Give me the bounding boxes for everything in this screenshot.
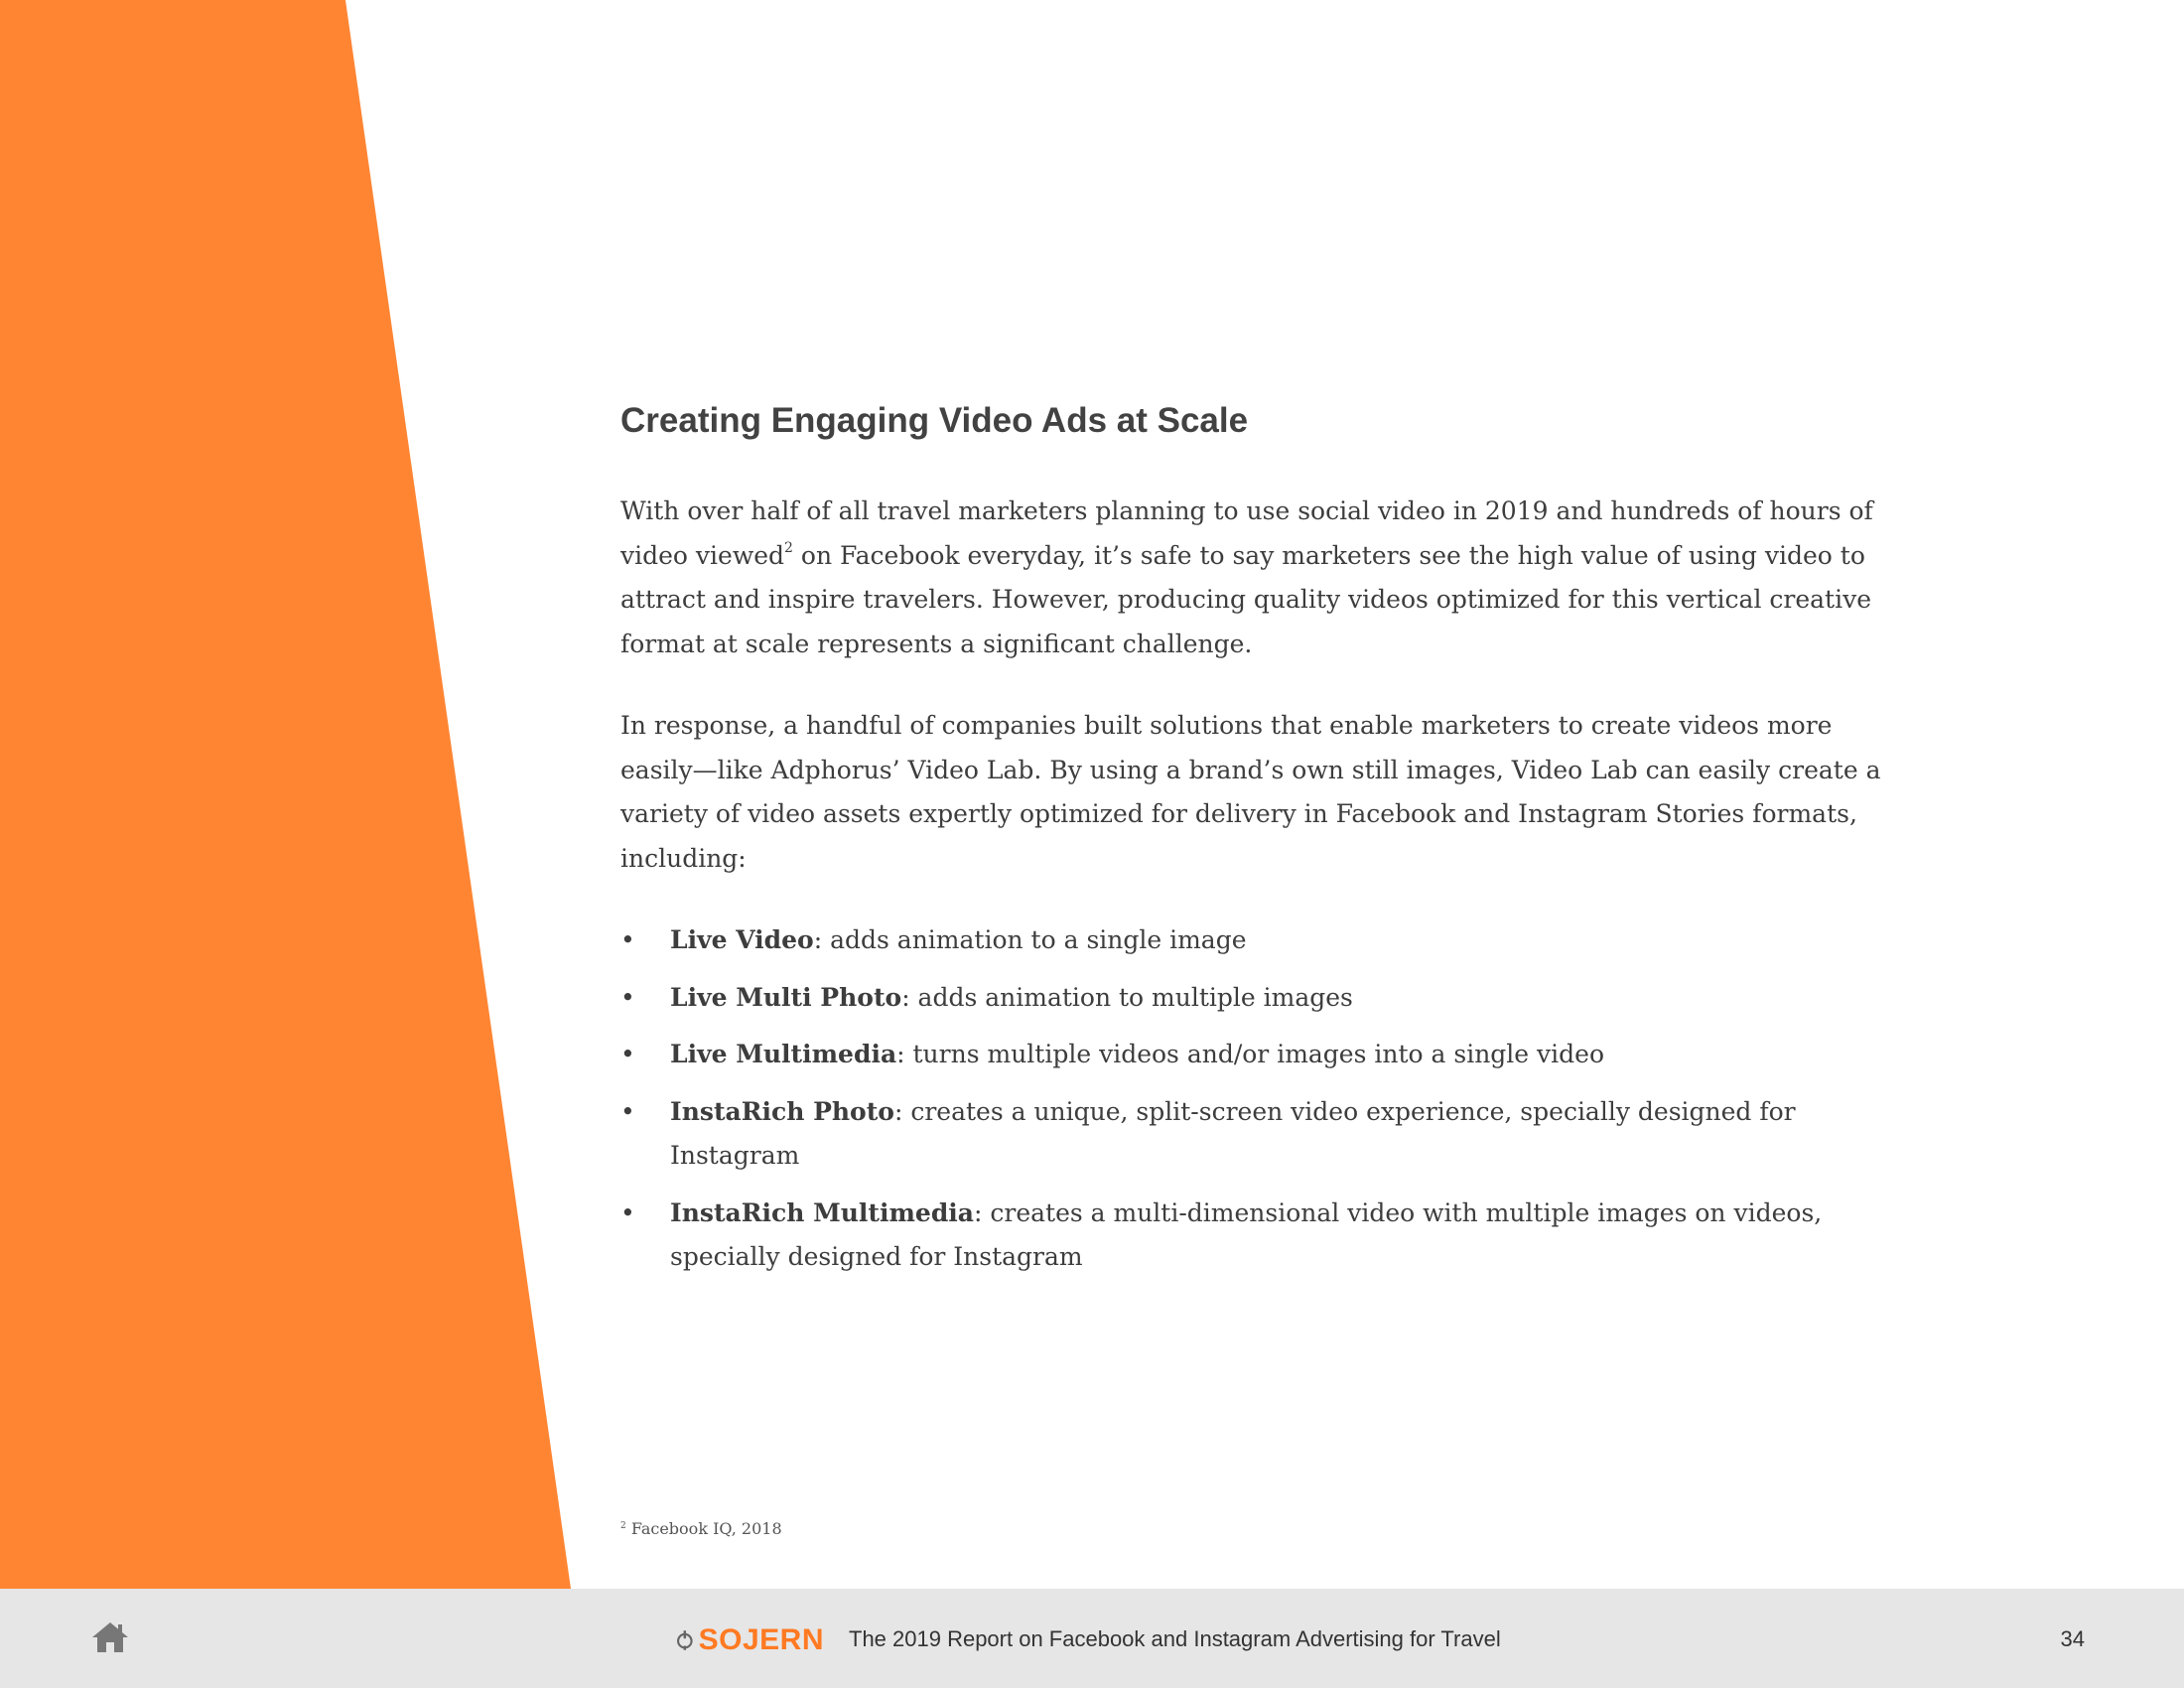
list-item (620, 1033, 1911, 1077)
footnote-reference: 2 (784, 539, 793, 556)
footnote (620, 1519, 782, 1538)
bullet-dot: • (620, 925, 635, 954)
bullet-dot: • (620, 1096, 635, 1126)
page-footer (0, 1589, 2184, 1688)
list-item (620, 976, 1911, 1021)
intro-text-part2: on Facebook everyday, it’s safe to say marketers see the high value of using video to attract and inspire travelers. However, producing quality videos optimized for this vertical creative format at scale represents a significant challenge. (620, 540, 1871, 658)
list-item (620, 1090, 1911, 1179)
bullet-dot: • (620, 982, 635, 1012)
footnote-text: Facebook IQ, 2018 (625, 1519, 782, 1538)
report-title: The 2019 Report on Facebook and Instagram Advertising for Travel (849, 1626, 1501, 1651)
sojern-logo-icon (675, 1623, 695, 1657)
list-item (620, 1192, 1911, 1280)
list-item-term: InstaRich Multimedia (670, 1197, 974, 1227)
list-item-description: : adds animation to multiple images (901, 982, 1353, 1012)
page-heading: Creating Engaging Video Ads at Scale (620, 401, 1249, 440)
bullet-dot: • (620, 1197, 635, 1227)
sojern-logo (675, 1622, 824, 1658)
list-item-term: Live Multimedia (670, 1040, 897, 1068)
page-number: 34 (2060, 1626, 2085, 1651)
bullet-dot: • (620, 1040, 635, 1068)
list-item-description: : creates a unique, split-screen video experience, specially designed for Instagram (670, 1096, 1796, 1170)
footnote-mark: 2 (620, 1521, 626, 1531)
intro-text-part1: With over half of all travel marketers planning to use social video in 2019 and hundreds of hours of video viewed (620, 496, 1873, 570)
list-item-term: Live Video (670, 925, 814, 954)
intro-paragraph (620, 490, 1911, 666)
list-item-description: : turns multiple videos and/or images into a single video (896, 1040, 1605, 1068)
list-item (620, 918, 1911, 963)
main-content (620, 392, 1911, 1293)
list-item-description: : creates a multi-dimensional video with multiple images on videos, specially designed for Instagram (670, 1197, 1823, 1271)
list-item-term: InstaRich Photo (670, 1096, 894, 1126)
format-list (620, 918, 1911, 1280)
logo-wordmark: SOJERN (698, 1623, 824, 1656)
home-icon[interactable] (91, 1620, 129, 1654)
list-item-description: : adds animation to a single image (813, 925, 1247, 954)
list-item-term: Live Multi Photo (670, 982, 902, 1012)
response-paragraph: In response, a handful of companies built solutions that enable marketers to create videos more easily—like Adphorus’ Video Lab. By using a brand’s own still images, Video Lab can easily create a variety of video assets expertly optimized for delivery in Facebook and Instagram Stories formats, including: (620, 711, 1881, 873)
